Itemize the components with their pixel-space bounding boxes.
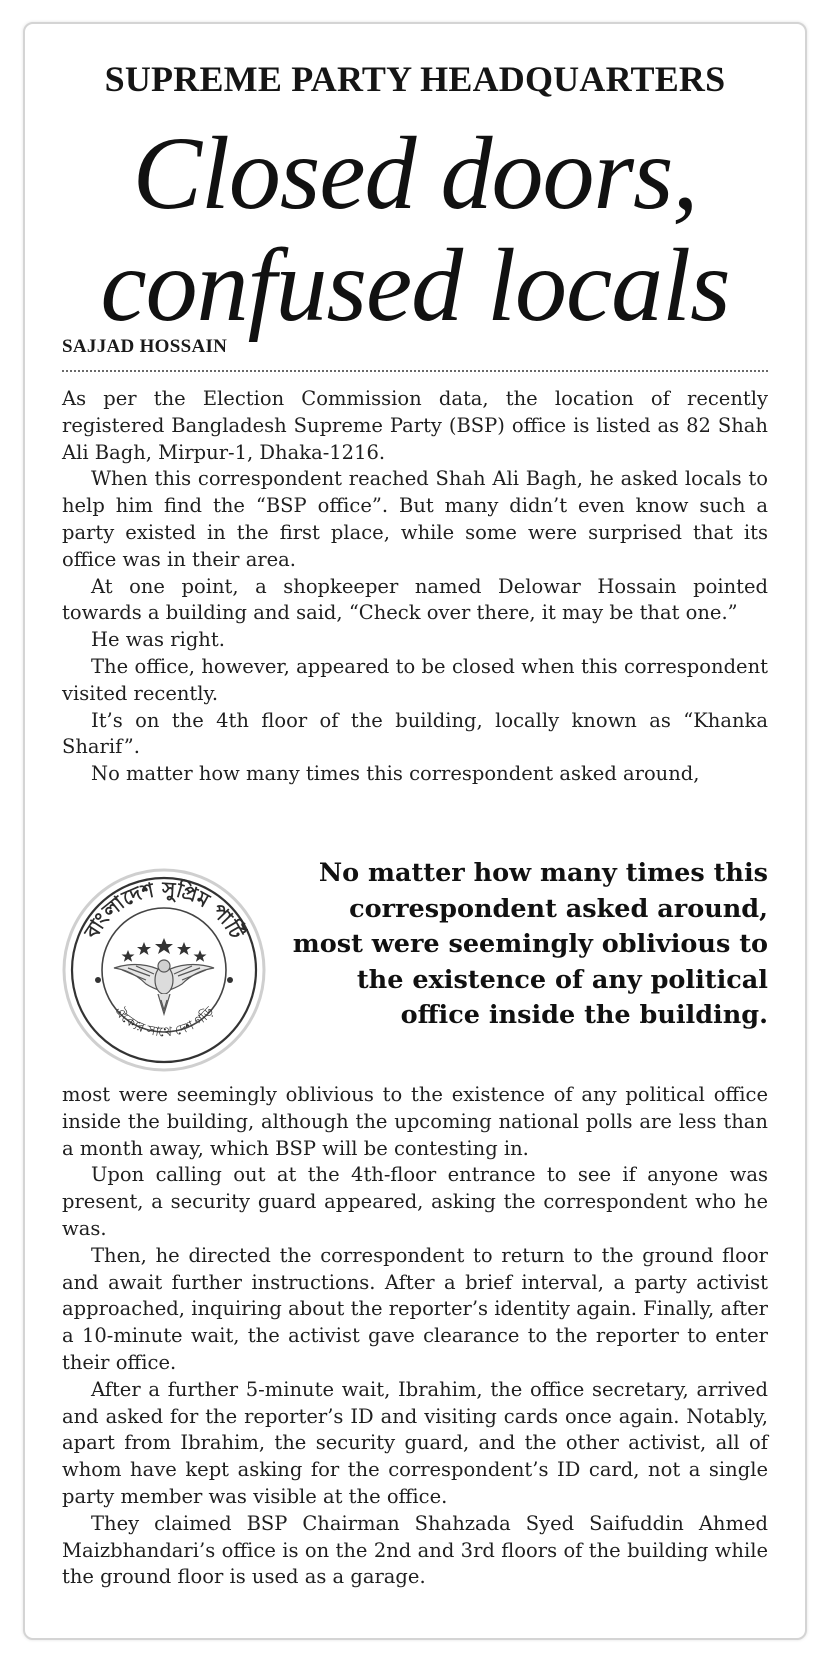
byline: SAJJAD HOSSAIN xyxy=(62,336,228,357)
logo-text-top: বাংলাদেশ সুপ্রিম পার্টি xyxy=(79,876,249,943)
paragraph: It’s on the 4th floor of the building, locally known as “Khanka Sharif”. xyxy=(62,708,768,759)
paragraph: No matter how many times this correspondent asked around, xyxy=(91,762,700,786)
article-body-top xyxy=(62,386,768,788)
paragraph: Then, he directed the correspondent to return to the ground floor and await further instructions. After a brief interval, a party activist approached, inquiring about the reporter’s identity again. Finally, after a 10-minute wait, the activist gave clearance to the reporter to enter their office. xyxy=(62,1243,768,1374)
paragraph: The office, however, appeared to be closed when this correspondent visited recently. xyxy=(62,654,768,705)
party-emblem-icon xyxy=(62,868,267,1073)
paragraph: They claimed BSP Chairman Shahzada Syed Saifuddin Ahmed Maizbhandari’s office is on the 2nd and 3rd floors of the building while the ground floor is used as a garage. xyxy=(62,1511,768,1589)
paragraph: He was right. xyxy=(91,628,225,652)
paragraph: Upon calling out at the 4th-floor entrance to see if anyone was present, a security guard appeared, asking the correspondent who he was. xyxy=(62,1163,768,1240)
article-kicker: SUPREME PARTY HEADQUARTERS xyxy=(104,59,726,99)
paragraph: As per the Election Commission data, the location of recently registered Bangladesh Supreme Party (BSP) office is listed as 82 Shah Ali Bagh, Mirpur-1, Dhaka-1216. xyxy=(62,387,768,464)
article-body-bottom xyxy=(62,1082,768,1591)
paragraph: After a further 5-minute wait, Ibrahim, the office secretary, arrived and asked for the reporter’s ID and visiting cards once again. Notably, apart from Ibrahim, the security guard, and the other activist, all of whom have kept asking for the correspondent’s ID card, not a single party member was visible at the office. xyxy=(62,1377,768,1508)
pull-quote: No matter how many times this correspondent asked around, most were seemingly oblivious to the existence of any political office inside the building. xyxy=(292,858,768,1030)
headline-line-2: confused locals xyxy=(100,228,730,343)
party-logo xyxy=(62,868,267,1073)
headline-line-1: Closed doors, xyxy=(132,116,698,231)
paragraph: At one point, a shopkeeper named Delowar Hossain pointed towards a building and said, “Check over there, it may be that one.” xyxy=(62,574,768,625)
logo-text-bottom: ঐক্যের সাথে দেশ গড়ি xyxy=(110,1004,218,1041)
paragraph: When this correspondent reached Shah Ali Bagh, he asked locals to help him find the “BSP office”. But many didn’t even know such a party existed in the first place, while some were surprised that its office was in their area. xyxy=(62,467,768,571)
article-headline xyxy=(0,118,830,342)
dotted-divider xyxy=(62,370,768,372)
paragraph: most were seemingly oblivious to the existence of any political office inside the building, although the upcoming national polls are less than a month away, which BSP will be contesting in. xyxy=(62,1083,768,1160)
